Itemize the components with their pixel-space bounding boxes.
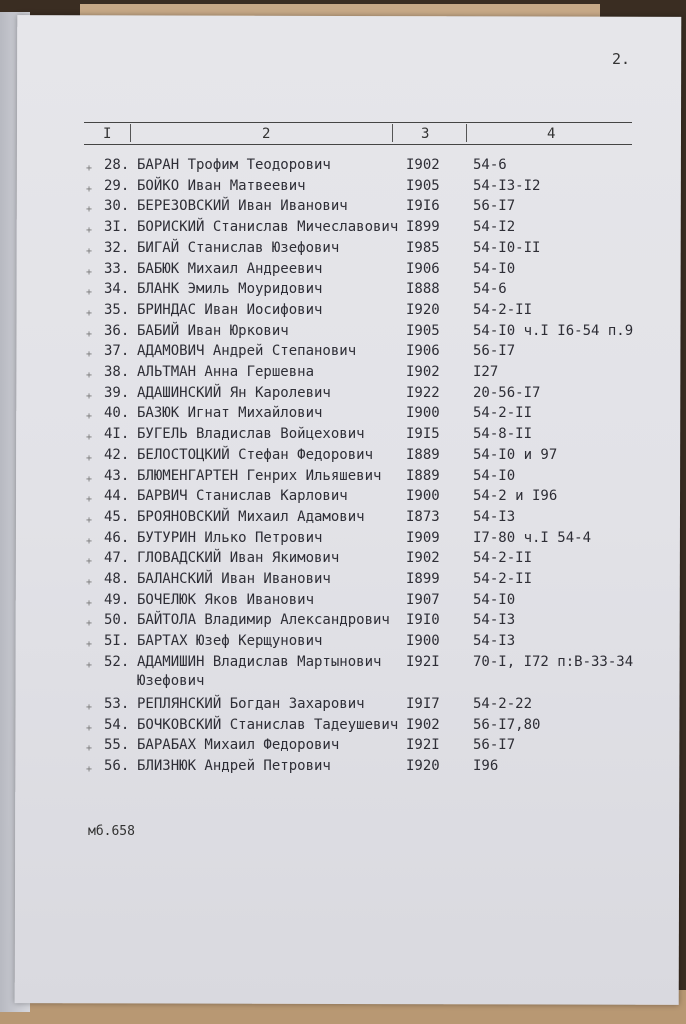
row-number: 56. (104, 757, 130, 774)
row-number: 44. (104, 488, 130, 505)
check-mark-icon: + (86, 535, 93, 547)
birth-year: I9I7 (406, 695, 440, 712)
row-number: 53. (104, 695, 130, 712)
check-mark-icon: + (86, 370, 93, 381)
person-name: АЛЬТМАН Анна Гершевна (137, 364, 315, 380)
row-number: 39. (104, 384, 130, 401)
column-separator (466, 124, 467, 142)
column-separator (130, 124, 131, 142)
check-mark-icon: + (86, 328, 93, 340)
check-mark-icon: + (86, 556, 93, 568)
row-number: 36. (104, 322, 130, 339)
check-mark-icon: + (86, 225, 93, 237)
row-number: 28. (104, 157, 130, 173)
row-number: 43. (104, 467, 130, 484)
check-mark-icon: + (86, 287, 93, 299)
case-reference: 54-2-22 (473, 695, 533, 712)
person-name: БРИНДАС Иван Иосифович (137, 301, 323, 318)
row-number: 4I. (104, 426, 130, 443)
birth-year: I9I5 (406, 426, 440, 443)
check-mark-icon: + (86, 432, 93, 444)
row-number: 37. (104, 343, 130, 360)
birth-year: I985 (406, 239, 440, 256)
person-name: АДАМОВИЧ Андрей Степанович (137, 343, 357, 360)
column-header-4: 4 (547, 126, 556, 142)
row-number: 32. (104, 239, 130, 256)
person-name: БАРАН Трофим Теодорович (137, 157, 331, 173)
case-reference: 56-I7 (473, 343, 516, 360)
check-mark-icon: + (86, 763, 93, 775)
birth-year: I907 (406, 591, 440, 608)
case-reference: 54-2-II (473, 571, 533, 587)
check-mark-icon: + (86, 618, 93, 630)
check-mark-icon: + (86, 597, 93, 609)
check-mark-icon: + (86, 266, 93, 278)
birth-year: I9I6 (406, 198, 440, 215)
case-reference: 54-8-II (473, 426, 533, 443)
case-reference: 54-2-II (473, 405, 533, 422)
person-name: БУТУРИН Илько Петрович (137, 529, 323, 546)
person-name: ГЛОВАДСКИЙ Иван Якимович (137, 550, 340, 567)
birth-year: I900 (406, 633, 440, 650)
birth-year: I889 (406, 467, 440, 484)
case-reference: 54-I0 (473, 591, 516, 608)
birth-year: I909 (406, 529, 440, 546)
birth-year: I902 (406, 364, 440, 380)
case-reference: 56-I7 (473, 737, 516, 754)
check-mark-icon: + (86, 245, 93, 257)
row-number: 34. (104, 281, 130, 298)
person-name: БЕРЕЗОВСКИЙ Иван Иванович (137, 198, 348, 215)
check-mark-icon: + (86, 701, 93, 713)
birth-year: I899 (406, 219, 440, 236)
birth-year: I905 (406, 322, 440, 339)
row-number: 29. (104, 177, 130, 194)
check-mark-icon: + (86, 639, 93, 651)
case-reference: 54-2-II (473, 301, 533, 318)
birth-year: I92I (406, 653, 440, 670)
case-reference: 54-6 (473, 157, 507, 173)
case-reference: 54-I3-I2 (473, 177, 541, 194)
case-reference: 54-I3 (473, 612, 516, 629)
row-number: 30. (104, 198, 130, 215)
birth-year: I873 (406, 508, 440, 525)
case-reference: 56-I7 (473, 198, 516, 215)
row-number: 47. (104, 550, 130, 567)
birth-year: I902 (406, 157, 440, 173)
person-name: БАЙТОЛА Владимир Александрович (137, 612, 390, 629)
row-number: 40. (104, 405, 130, 422)
birth-year: I902 (406, 716, 440, 733)
case-reference: 54-I0-II (473, 239, 541, 256)
person-name: БОЧЕЛЮК Яков Иванович (137, 591, 315, 608)
check-mark-icon: + (86, 411, 93, 423)
row-number: 45. (104, 508, 130, 525)
person-name: РЕПЛЯНСКИЙ Богдан Захарович (137, 695, 365, 712)
person-name: БИГАЙ Станислав Юзефович (137, 239, 340, 256)
check-mark-icon: + (86, 494, 93, 506)
case-reference: 54-I3 (473, 633, 516, 650)
case-reference: 54-I0 (473, 467, 516, 484)
case-reference: I96 (473, 757, 499, 774)
birth-year: I900 (406, 488, 440, 505)
row-number: 38. (104, 364, 130, 380)
check-mark-icon: + (86, 743, 93, 755)
birth-year: I920 (406, 301, 440, 318)
birth-year: I905 (406, 177, 440, 194)
case-reference: I27 (473, 364, 499, 380)
birth-year: I906 (406, 343, 440, 360)
row-number: 49. (104, 591, 130, 608)
column-header-3: 3 (421, 126, 430, 142)
check-mark-icon: + (86, 577, 93, 588)
birth-year: I9I0 (406, 612, 440, 629)
case-reference: 54-I0 ч.I I6-54 п.9 (473, 322, 634, 339)
check-mark-icon: + (86, 390, 93, 402)
row-number: 52. (104, 653, 130, 670)
birth-year: I902 (406, 550, 440, 567)
row-continuation: Юзефович (137, 672, 205, 689)
person-name: БЛИЗНЮК Андрей Петрович (137, 757, 331, 774)
row-number: 3I. (104, 219, 130, 236)
case-reference: 56-I7,80 (473, 716, 541, 733)
case-reference: I7-80 ч.I 54-4 (473, 529, 592, 546)
row-number: 46. (104, 529, 130, 546)
birth-year: I900 (406, 405, 440, 422)
case-reference: 54-I2 (473, 219, 516, 236)
header-rule-top (84, 122, 632, 123)
check-mark-icon: + (86, 722, 93, 734)
person-name: БЛЮМЕНГАРТЕН Генрих Ильяшевич (137, 467, 382, 484)
person-name: БАРВИЧ Станислав Карлович (137, 488, 348, 505)
person-name: БАБЮК Михаил Андреевич (137, 260, 323, 277)
column-header-2: 2 (262, 126, 271, 142)
row-number: 54. (104, 716, 130, 733)
header-rule-bottom (84, 144, 632, 145)
check-mark-icon: + (86, 349, 93, 361)
case-reference: 54-2-II (473, 550, 533, 567)
column-separator (392, 124, 393, 142)
person-name: БАЗЮК Игнат Михайлович (137, 405, 323, 422)
person-name: БЛАНК Эмиль Моуридович (137, 281, 323, 298)
person-name: БЕЛОСТОЦКИЙ Стефан Федорович (137, 446, 374, 463)
check-mark-icon: + (86, 204, 93, 216)
case-reference: 70-I, I72 п:В-33-34 (473, 653, 634, 670)
person-name: БОРИСКИЙ Станислав Мичеславович (137, 219, 399, 236)
person-name: БОЧКОВСКИЙ Станислав Тадеушевич (137, 716, 399, 733)
person-name: АДАШИНСКИЙ Ян Каролевич (137, 384, 331, 401)
birth-year: I889 (406, 446, 440, 463)
check-mark-icon: + (86, 163, 93, 174)
case-reference: 54-I0 (473, 260, 516, 277)
check-mark-icon: + (86, 307, 93, 319)
birth-year: I899 (406, 571, 440, 587)
case-reference: 54-2 и I96 (473, 488, 558, 505)
birth-year: I92I (406, 737, 440, 754)
check-mark-icon: + (86, 452, 93, 464)
person-name: БАРАБАХ Михаил Федорович (137, 737, 340, 754)
case-reference: 54-I0 и 97 (473, 446, 558, 463)
birth-year: I906 (406, 260, 440, 277)
check-mark-icon: + (86, 473, 93, 485)
row-number: 55. (104, 737, 130, 754)
footer-mark: мб.658 (88, 824, 135, 839)
person-name: БАЛАНСКИЙ Иван Иванович (137, 571, 331, 587)
person-name: БРОЯНОВСКИЙ Михаил Адамович (137, 508, 365, 525)
person-name: БАРТАХ Юзеф Керщунович (137, 633, 323, 650)
person-name: АДАМИШИН Владислав Мартынович (137, 653, 382, 670)
birth-year: I922 (406, 384, 440, 401)
check-mark-icon: + (86, 514, 93, 526)
row-number: 48. (104, 571, 130, 587)
row-number: 5I. (104, 633, 130, 650)
case-reference: 20-56-I7 (473, 384, 541, 401)
case-reference: 54-I3 (473, 508, 516, 525)
page-number: 2. (612, 50, 631, 68)
person-name: БОЙКО Иван Матвеевич (137, 177, 306, 194)
check-mark-icon: + (86, 659, 93, 671)
column-header-1: I (103, 126, 112, 142)
row-number: 33. (104, 260, 130, 277)
row-number: 50. (104, 612, 130, 629)
row-number: 42. (104, 446, 130, 463)
case-reference: 54-6 (473, 281, 507, 298)
person-name: БУГЕЛЬ Владислав Войцехович (137, 426, 365, 443)
birth-year: I888 (406, 281, 440, 298)
person-name: БАБИЙ Иван Юркович (137, 322, 289, 339)
row-number: 35. (104, 301, 130, 318)
check-mark-icon: + (86, 183, 93, 195)
birth-year: I920 (406, 757, 440, 774)
